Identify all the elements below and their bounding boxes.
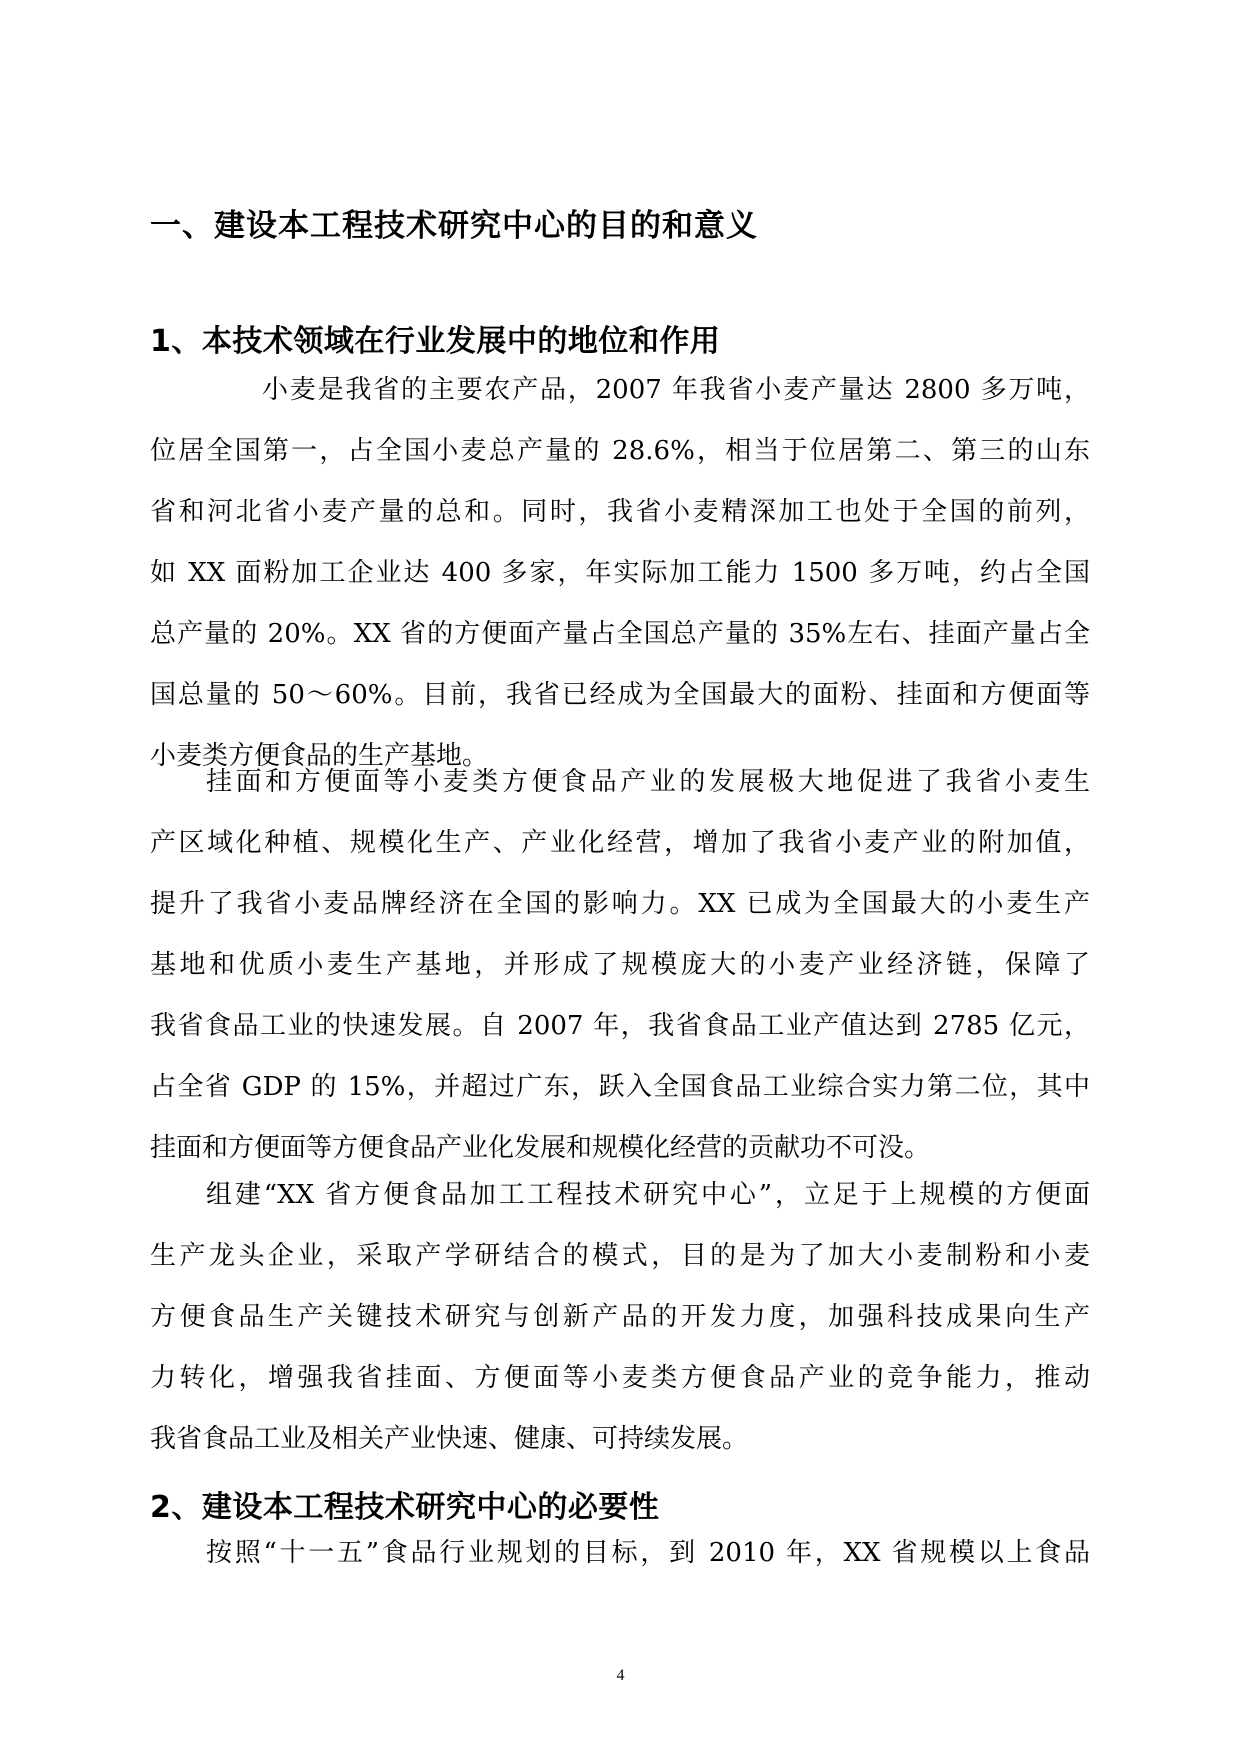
text-line: 小麦类方便食品的生产基地。: [150, 741, 489, 771]
text-line: 省和河北省小麦产量的总和。同时，我省小麦精深加工也处于全国的前列，: [150, 497, 1090, 527]
text-line: 组建“XX 省方便食品加工工程技术研究中心”，立足于上规模的方便面: [206, 1180, 1090, 1210]
section1-paragraph-1: [150, 360, 1090, 787]
text-line: 基地和优质小麦生产基地，并形成了规模庞大的小麦产业经济链，保障了: [150, 950, 1090, 980]
section1-heading: 1、本技术领域在行业发展中的地位和作用: [150, 324, 721, 359]
text-line: 国总量的 50～60%。目前，我省已经成为全国最大的面粉、挂面和方便面等: [150, 680, 1090, 710]
section1-paragraph-2: [150, 752, 1090, 1179]
text-line: 提升了我省小麦品牌经济在全国的影响力。XX 已成为全国最大的小麦生产: [150, 889, 1090, 919]
text-line: 按照“十一五”食品行业规划的目标，到 2010 年，XX 省规模以上食品: [206, 1538, 1090, 1568]
text-line: 我省食品工业及相关产业快速、健康、可持续发展。: [150, 1424, 749, 1454]
text-line: 挂面和方便面等方便食品产业化发展和规模化经营的贡献功不可没。: [150, 1133, 931, 1163]
text-line: 产区域化种植、规模化生产、产业化经营，增加了我省小麦产业的附加值，: [150, 828, 1090, 858]
section1-paragraph-3: [150, 1165, 1090, 1470]
text-line: 占全省 GDP 的 15%，并超过广东，跃入全国食品工业综合实力第二位，其中: [150, 1072, 1090, 1102]
text-line: 我省食品工业的快速发展。自 2007 年，我省食品工业产值达到 2785 亿元，: [150, 1011, 1090, 1041]
text-line: 力转化，增强我省挂面、方便面等小麦类方便食品产业的竞争能力，推动: [150, 1363, 1090, 1393]
text-line: 小麦是我省的主要农产品，2007 年我省小麦产量达 2800 多万吨，: [262, 375, 1090, 405]
text-line: 如 XX 面粉加工企业达 400 多家，年实际加工能力 1500 多万吨，约占全国: [150, 558, 1090, 588]
text-line: 挂面和方便面等小麦类方便食品产业的发展极大地促进了我省小麦生: [206, 767, 1090, 797]
page-number: 4: [616, 1667, 625, 1684]
text-line: 总产量的 20%。XX 省的方便面产量占全国总产量的 35%左右、挂面产量占全: [150, 619, 1090, 649]
text-line: 位居全国第一，占全国小麦总产量的 28.6%，相当于位居第二、第三的山东: [150, 436, 1090, 466]
main-heading: 一、建设本工程技术研究中心的目的和意义: [150, 208, 758, 244]
text-line: 生产龙头企业，采取产学研结合的模式，目的是为了加大小麦制粉和小麦: [150, 1241, 1090, 1271]
text-line: 方便食品生产关键技术研究与创新产品的开发力度，加强科技成果向生产: [150, 1302, 1090, 1332]
section2-heading: 2、建设本工程技术研究中心的必要性: [150, 1490, 660, 1525]
section2-paragraph-1: [150, 1523, 1090, 1584]
